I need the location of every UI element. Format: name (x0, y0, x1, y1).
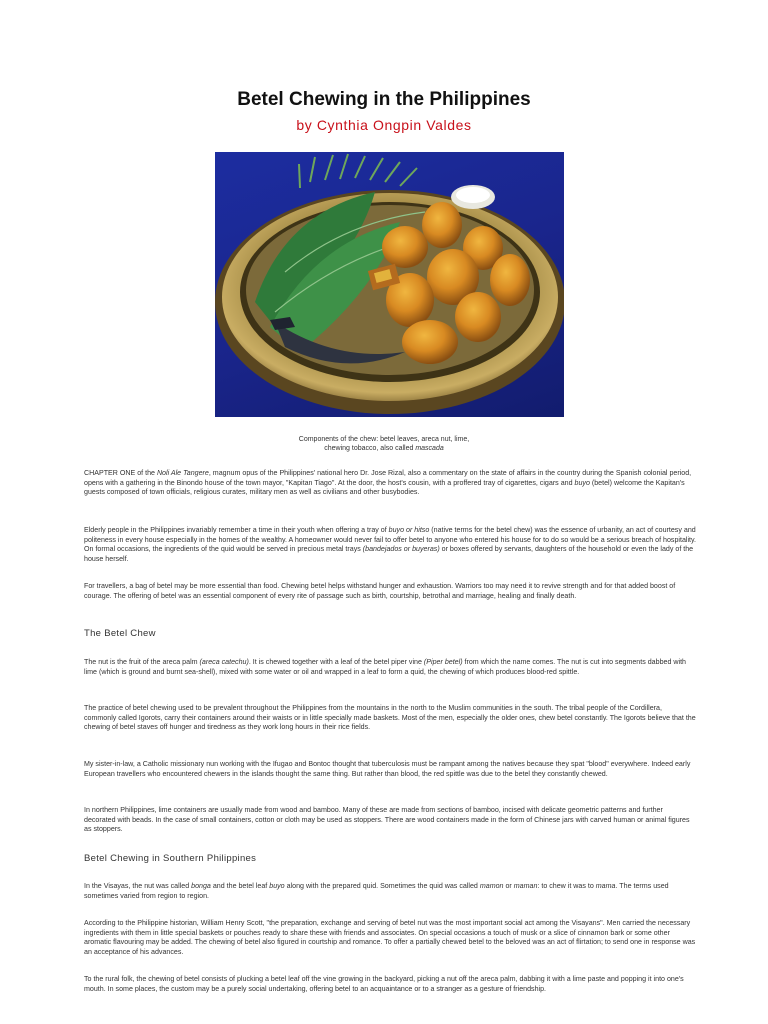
paragraph-2 (84, 526, 696, 564)
p2-text: or boxes offered by servants, daughters of the household or even the lady of the house herself. (84, 545, 694, 563)
paragraph-1 (84, 469, 696, 498)
p2-text: Elderly people in the Philippines invariably remember a time in their youth when offering a tray of (84, 526, 389, 534)
section-heading-southern: Betel Chewing in Southern Philippines (84, 853, 257, 864)
paragraph-8 (84, 882, 696, 901)
paragraph-7: In northern Philippines, lime containers are usually made from wood and bamboo. Many of these are made from sections of bamboo, incised with delicate geometric patterns and further decorated with beads. In the case of small containers, cotton or cloth may be used as stoppers. There are wood containers made in the form of Chinese jars with carved human or animal figures as stoppers. (84, 806, 690, 834)
caption-line-2-text: chewing tobacco, also called (324, 445, 416, 452)
p1-text: (betel) welcome the Kapitan's guests composed of town officials, religious curates, military men as well as civilians and other busybodies. (84, 478, 685, 497)
p8-term: maman (513, 882, 538, 890)
section-heading-betel-chew: The Betel Chew (84, 628, 156, 639)
p1-term: buyo (574, 478, 590, 487)
p2-term: (bandejados or buyeras) (362, 545, 440, 554)
paragraph-6: My sister-in-law, a Catholic missionary nun working with the Ifugao and Bontoc thought that tuberculosis must be rampant among the natives because they spat "blood" everywhere. Indeed early European travellers who encountered chewers in the islands thought the same thing. But rather than blood, the red spittle was due to the betel they constantly chewed. (84, 760, 691, 778)
figure-caption (0, 435, 768, 453)
p2-term: buyo or hitso (388, 526, 430, 534)
p8-text: : to chew it was to (537, 882, 596, 890)
paragraph-5: The practice of betel chewing used to be prevalent throughout the Philippines from the mountains in the north to the Muslim communities in the south. The tribal people of the Cordillera, commonly called Igorots, carry their containers around their waists or in little specially made baskets. Most of the men, especially the older ones, chew betel constantly. The Igorots believe that the chewing of betel staves off hunger and tiredness as they work long hours in their rice fields. (84, 704, 696, 732)
caption-line-2 (0, 444, 768, 453)
p4-text: from which the name comes. The nut is cut into segments dabbed with lime (which is ground and burnt sea-shell), mixed with some water or oil and wrapped in a leaf to form a quid, the chewing of which produces blood-red spittle. (84, 658, 686, 676)
p8-term: mama (595, 882, 616, 890)
p4-text: . It is chewed together with a leaf of the betel piper vine (248, 658, 424, 666)
p8-text: . The terms used sometimes varied from region to region. (84, 882, 669, 900)
author-byline: by Cynthia Ongpin Valdes (296, 117, 472, 133)
p4-text: The nut is the fruit of the areca palm (84, 658, 200, 666)
caption-line-1: Components of the chew: betel leaves, areca nut, lime, (298, 436, 470, 443)
betel-tray-photo (215, 152, 564, 417)
p4-term: (Piper betel) (423, 658, 463, 666)
paragraph-4 (84, 658, 696, 677)
p8-term: mamon (479, 882, 504, 890)
p8-text: along with the prepared quid. Sometimes the quid was called (284, 882, 480, 890)
p8-text: and the betel leaf (210, 882, 270, 890)
paragraph-10: To the rural folk, the chewing of betel consists of plucking a betel leaf off the vine growing in the backyard, picking a nut off the areca palm, dabbing it with a lime paste and popping it into one's mouth. In some places, the custom may be a purely social undertaking, offering betel to an acquaintance or to a stranger as a gesture of friendship. (84, 975, 684, 993)
p1-book-title: Noli Ale Tangere (156, 469, 209, 477)
page-title: Betel Chewing in the Philippines (237, 89, 531, 110)
p1-text: , magnum opus of the Philippines' national hero Dr. Jose Rizal, also a commentary on the state of affairs in the country during the Spanish colonial period, opens with a gathering in the Binondo house of the town mayor, "Kapitan Tiago". At the door, the host's cousin, with a proffered tray of cigarettes, cigars and (84, 469, 692, 487)
p8-text: In the Visayas, the nut was called (84, 882, 192, 890)
p8-term: bonga (191, 882, 211, 890)
p8-text: or (503, 882, 514, 890)
p8-term: buyo (269, 882, 285, 890)
paragraph-3: For travellers, a bag of betel may be more essential than food. Chewing betel helps withstand hunger and exhaustion. Warriors too may need it to revive strength and for that added boost of courage. The offering of betel was an essential component of every rite of passage such as birth, courtship, betrothal and marriage, healing and finally death. (84, 582, 676, 600)
p1-text: CHAPTER ONE of the (84, 469, 157, 477)
p4-term: (areca catechu) (199, 658, 249, 666)
betel-tray-illustration (215, 152, 564, 417)
caption-term: mascada (415, 445, 444, 452)
paragraph-9: According to the Philippine historian, William Henry Scott, "the preparation, exchange and serving of betel nut was the most important social act among the Visayans". Men carried the necessary ingredients with them in little special baskets or pouches ready to share these with friends and associates. On special occasions a touch of musk or a slice of cinnamon bark or some other aromatic flavouring may be added. The chewing of betel also figured in courtship and romance. To offer a partially chewed betel to the beloved was an act of flirtation; to send one in response was an acceptance of his advances. (84, 919, 696, 956)
p2-text: (native terms for the betel chew) was the essence of urbanity, an act of courtesy and politeness in every house especially in the homes of the wealthy. A homeowner would never fail to offer betel to anyone who entered his house for to do so would be a serious breach of hospitality. On formal occasions, the ingredients of the quid would be served in precious metal trays (84, 526, 697, 554)
